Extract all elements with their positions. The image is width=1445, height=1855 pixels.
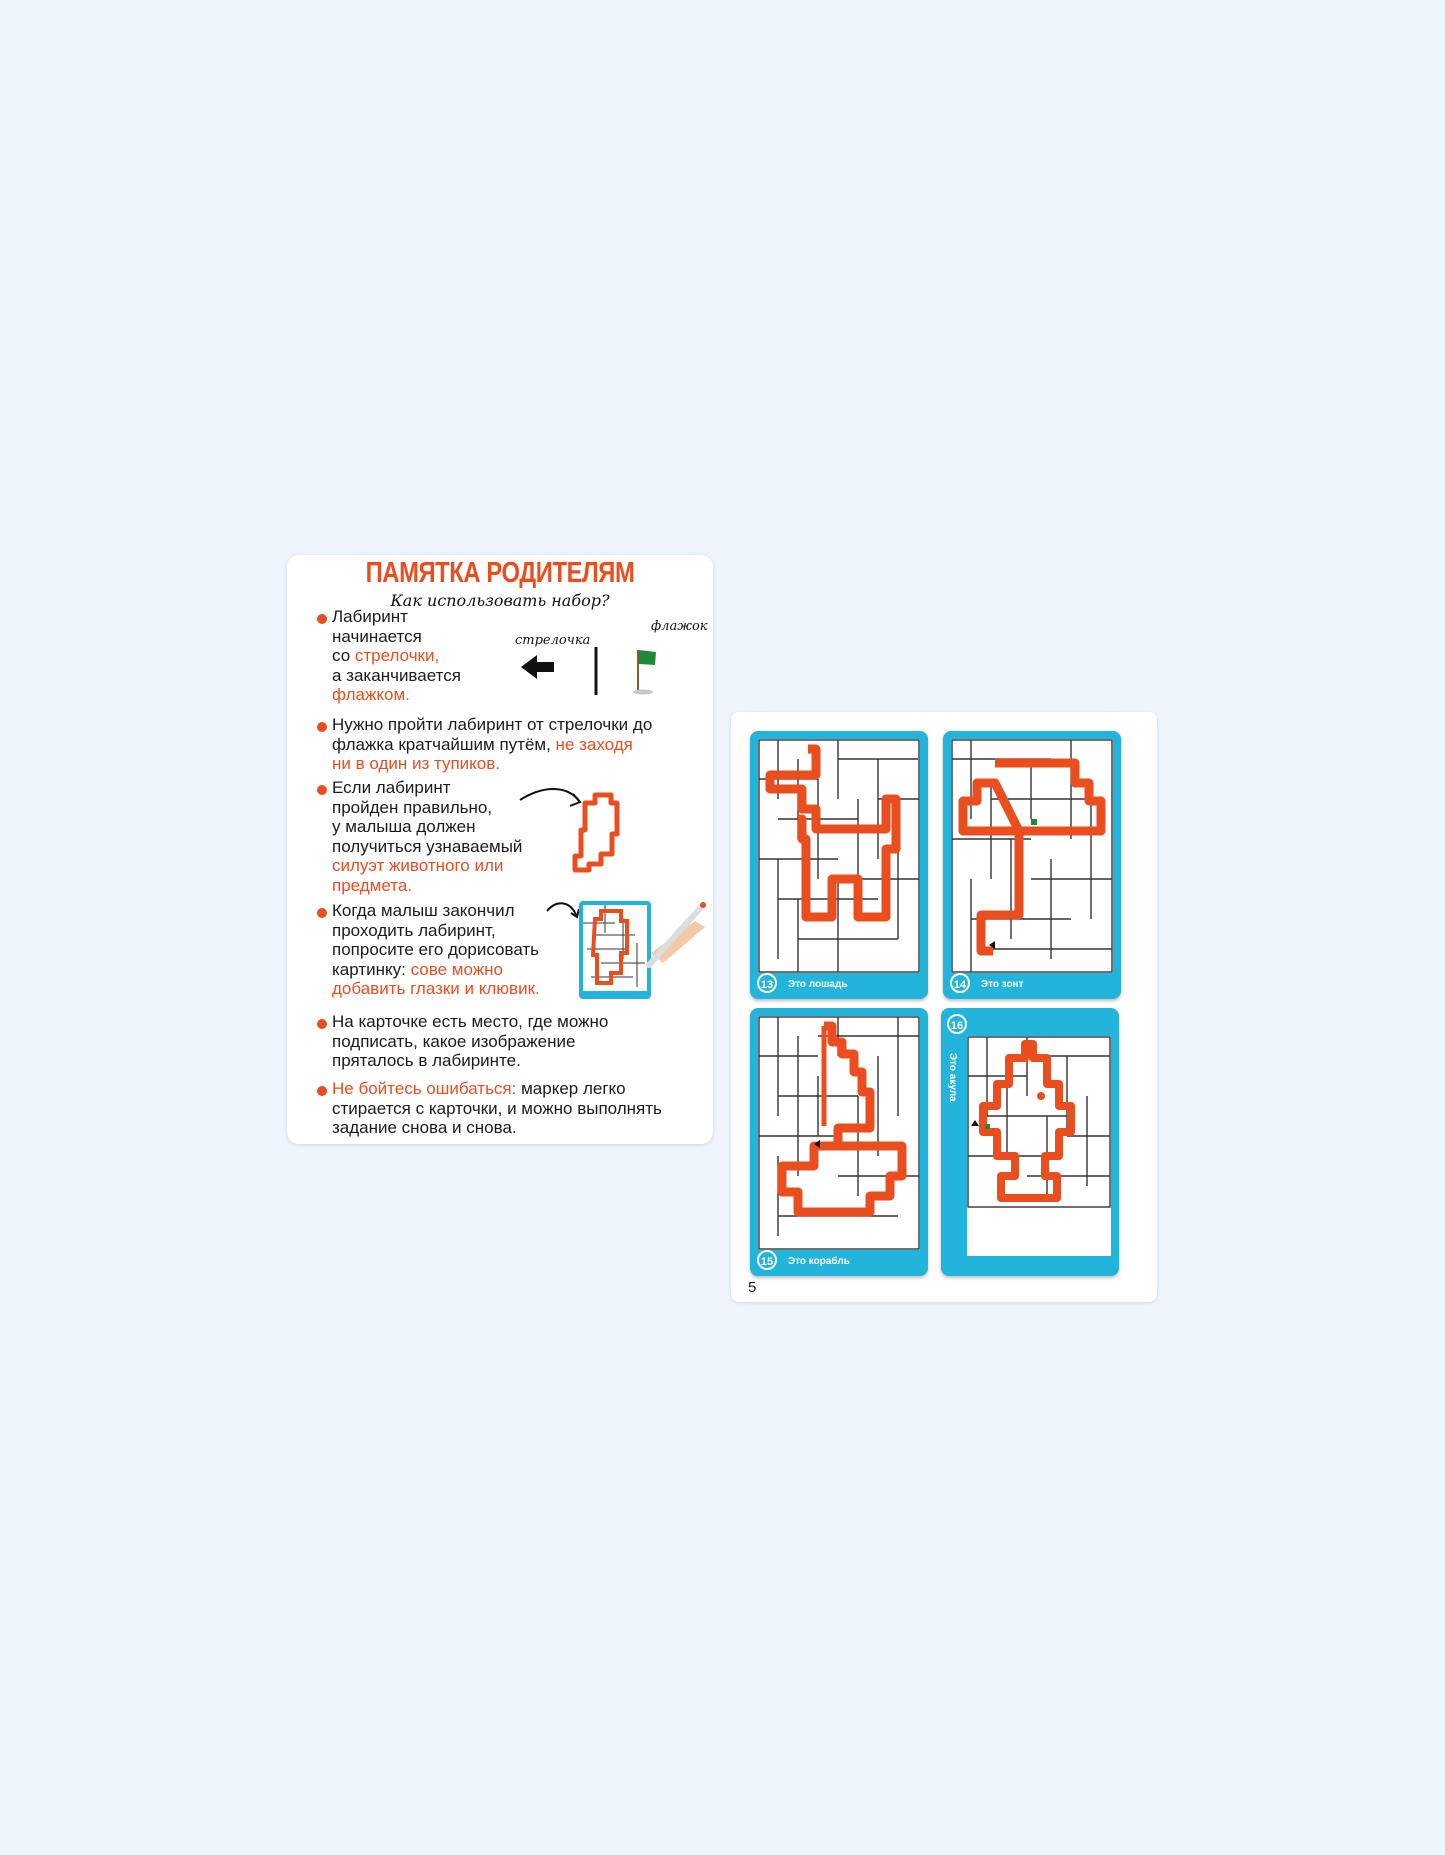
maze-card-16 [941,1008,1119,1276]
bullet-dot [317,908,327,918]
bullet-dot [317,1086,327,1096]
memo-item-6: Не бойтесь ошибаться: маркер легко стирается с карточки, и можно выполнять задание снова и снова. [332,1079,662,1138]
bullet-dot [317,614,327,624]
card-number: 14 [950,973,970,993]
card-number: 16 [947,1014,967,1034]
card-caption: Это зонт [981,979,1024,990]
flag-label: флажок [651,619,708,634]
memo-subtitle: Как использовать набор? [390,591,610,610]
parent-memo-card [287,555,713,1144]
card-caption: Это корабль [788,1256,850,1267]
arrow-label: стрелочка [515,633,591,648]
card-number: 15 [757,1250,777,1270]
memo-item-1: Лабиринт начинается со стрелочки, а заканчивается флажком. [332,607,461,705]
green-flag-icon [633,650,656,695]
card-caption: Это лошадь [788,979,848,990]
memo-item-4: Когда малыш закончил проходить лабиринт, попросите его дорисовать картинку: сове можно добавить глазки и клювик. [332,901,540,999]
maze-grid [967,1036,1111,1256]
maze-page [731,712,1157,1302]
maze-grid [758,739,920,973]
owl-silhouette-illustration [517,778,667,888]
maze-grid [758,1016,920,1250]
page-number: 5 [748,1279,757,1296]
maze-card-15 [750,1008,928,1276]
card-number: 13 [757,973,777,993]
card-caption: Это акула [947,1053,958,1102]
bullet-dot [317,785,327,795]
memo-item-2: Нужно пройти лабиринт от стрелочки до флажка кратчайшим путём, не заходя ни в один из тупиков. [332,715,652,774]
arrow-flag-illustration [512,625,692,695]
maze-card-13 [750,731,928,999]
owl-silhouette-icon [575,795,617,870]
memo-title: ПАМЯТКА РОДИТЕЛЯМ [365,557,635,589]
owl-card-with-marker-illustration [545,893,715,1003]
bullet-dot [317,1019,327,1029]
maze-card-14 [943,731,1121,999]
bullet-dot [317,722,327,732]
black-arrow-icon [521,655,554,679]
memo-item-5: На карточке есть место, где можно подписать, какое изображение пряталось в лабиринте. [332,1012,608,1071]
maze-grid [951,739,1113,973]
memo-item-3: Если лабиринт пройден правильно, у малыша должен получиться узнаваемый силуэт животного или предмета. [332,778,522,895]
curved-arrow-icon [520,789,580,802]
